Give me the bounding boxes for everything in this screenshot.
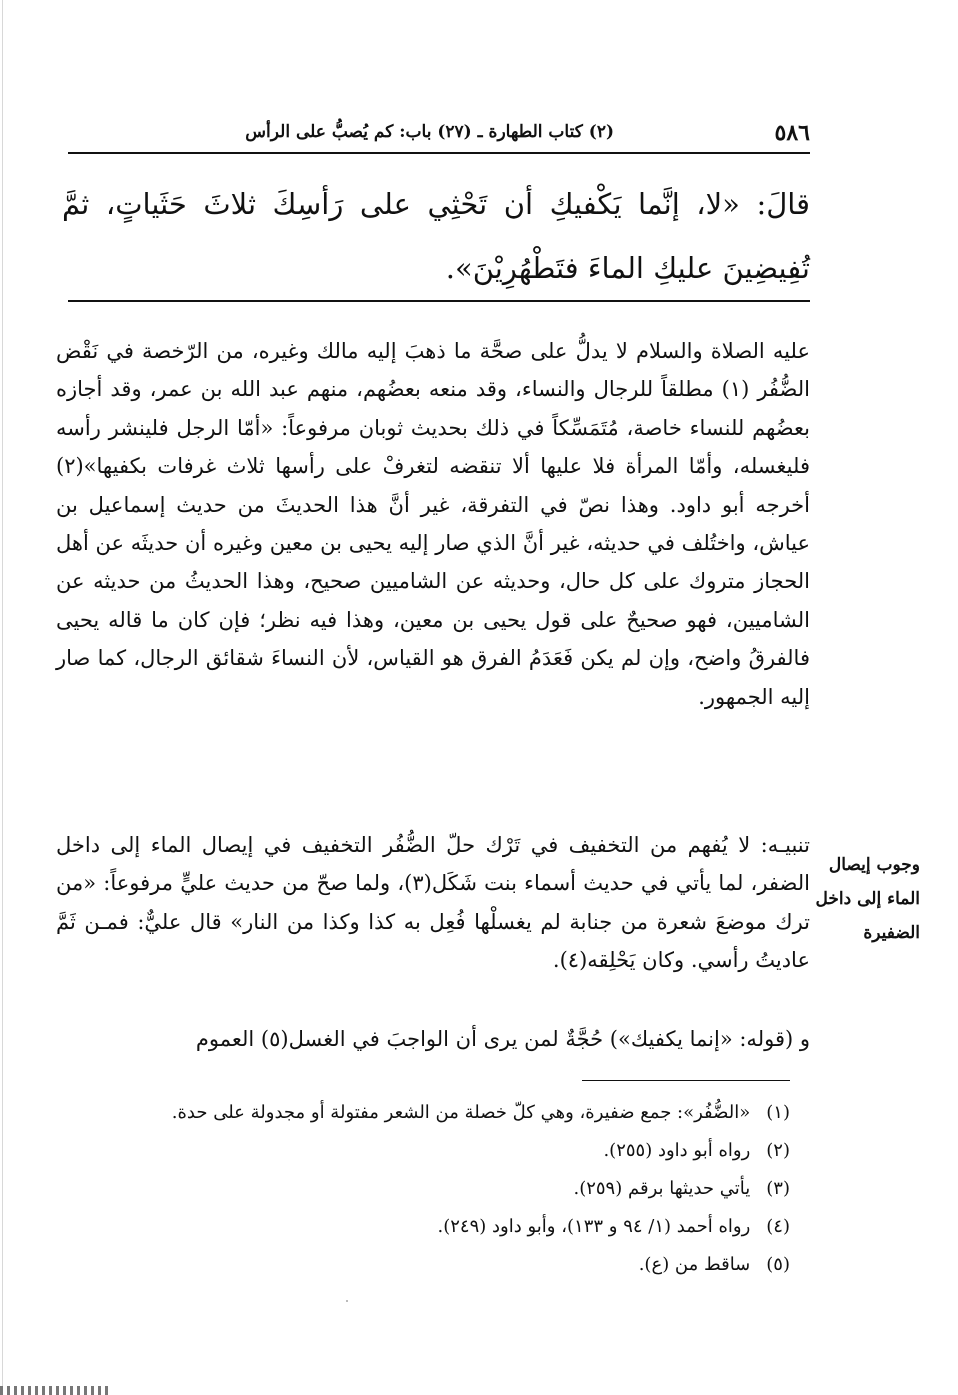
footnote-item [90, 1246, 790, 1284]
commentary-paragraph-3: و (قوله: «إنما يكفيك») حُجَّةٌ لمن يرى أن الواجبَ في الغسل(٥) العموم [195, 1027, 810, 1051]
footnotes [90, 1094, 790, 1284]
footnote-number: (٤) [766, 1216, 790, 1237]
running-title: (٢) كتاب الطهارة ـ (٢٧) باب: كم يُصبُّ على الرأس [245, 122, 614, 142]
scan-speck [346, 1300, 348, 1302]
footnote-item [90, 1170, 790, 1208]
page-header [68, 116, 810, 154]
hadith-text: قالَ: «لا، إنَّما يَكْفيكِ أن تَحْثِي على رَأسِكَ ثلاثَ حَثَياتٍ، ثمَّ تُفِيضِينَ عليكِ الماءَ فتَطْهُرِيْنَ». [62, 187, 810, 285]
page-number: ٥٨٦ [774, 120, 810, 146]
footnote-divider [582, 1080, 790, 1081]
footnote-number: (١) [766, 1102, 790, 1123]
footnote-text: «الضُّفُر»: جمع ضفيرة، وهي كلّ خصلة من الشعر مفتولة أو مجدولة على حدة. [171, 1102, 751, 1123]
footnote-item [90, 1208, 790, 1246]
commentary-paragraph-1: عليه الصلاة والسلام لا يدلُّ على صحَّة ما ذهبَ إليه مالك وغيره، من الرّخصة في نَقْض الضُّفُر (١) مطلقاً للرجال والنساء، وقد منعه بعضُهم، منهم عبد الله بن عمر، وقد أجازه بعضُهم للنساء خاصة، مُتَمَسِّكاً في ذلك بحديث ثوبان مرفوعاً: «أمّا الرجل فلينشر رأسه فليغسله، وأمّا المرأة فلا عليها ألا تنقضه لتغرفْ على رأسها ثلاث غرفات بكفيها»(٢) أخرجه أبو داود. وهذا نصّ في التفرقة، غير أنَّ هذا الحديثَ من حديث إسماعيل بن عياش، واختُلف في حديثه، غير أنَّ الذي صار إليه يحيى بن معين وغيره أن حديثَه عن أهل الحجاز متروك على كل حال، وحديثه عن الشاميين صحيح، وهذا الحديثُ من حديثه عن الشاميين، فهو صحيحٌ على قول يحيى بن معين، وهذا فيه نظر؛ فإن كان ما قاله يحيى فالفرقُ واضح، وإن لم يكن فَعَدَمُ الفرق هو القياس، لأن النساءَ شقائق الرجال، كما صار إليه الجمهور. [56, 339, 810, 709]
commentary [56, 332, 810, 1051]
footnote-text: يأتي حديثها برقم (٢٥٩). [573, 1178, 751, 1199]
scan-artifact [0, 1386, 110, 1395]
footnote-item [90, 1132, 790, 1170]
commentary-paragraph-2: تنبيـه: لا يُفهم من التخفيف في تَرْك حلّ الضُّفُر التخفيف في إيصال الماء إلى داخل الضفر، لما يأتي في حديث أسماء بنت شَكَل(٣)، ولما صحّ من حديث عليٍّ مرفوعاً: «من ترك موضعَ شعرة من جنابة لم يغسلْها فُعِل به كذا وكذا من النار» قال عليٌّ: فمـن ثَمَّ عاديتُ رأسي. وكان يَحْلِقه(٤). [56, 833, 810, 973]
footnote-number: (٣) [766, 1178, 790, 1199]
footnote-item [90, 1094, 790, 1132]
footnote-text: ساقط من (ع). [638, 1254, 751, 1275]
scan-edge-line [2, 0, 3, 1395]
footnote-number: (٢) [766, 1140, 790, 1161]
footnote-text: رواه أحمد (١/ ٩٤ و ١٣٣)، وأبو داود (٢٤٩). [437, 1216, 751, 1237]
section-divider [68, 300, 810, 302]
footnote-text: رواه أبو داود (٢٥٥). [603, 1140, 751, 1161]
margin-note: وجوب إيصال الماء إلى داخل الضفيرة [815, 855, 920, 943]
footnote-number: (٥) [766, 1254, 790, 1275]
